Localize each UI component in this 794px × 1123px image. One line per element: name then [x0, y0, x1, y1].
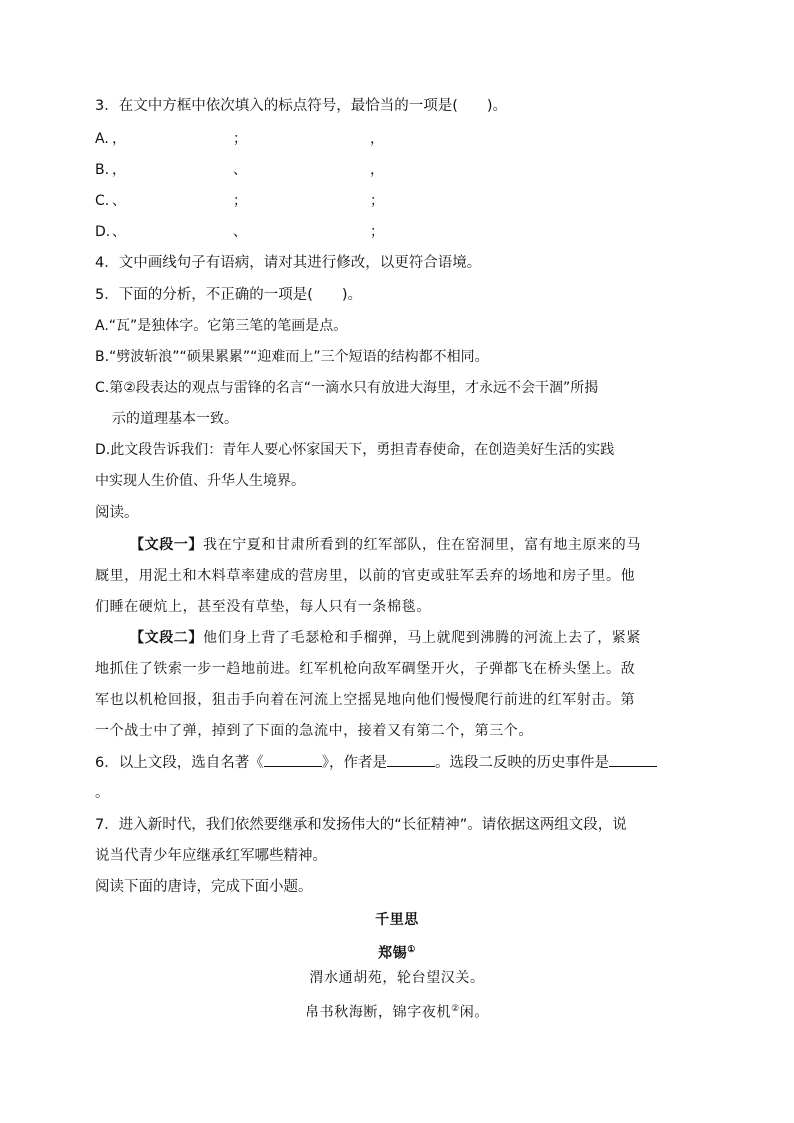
option-punct-2: ； [233, 193, 247, 209]
q6-line [95, 752, 657, 773]
option-punct-2: 、 [233, 162, 247, 178]
passage2-line1 [130, 628, 641, 648]
passage2-tag: 【文段二】 [130, 630, 203, 646]
option-label: C. [95, 193, 110, 209]
option-label: D. [95, 224, 111, 240]
book-title-blank[interactable] [264, 752, 322, 767]
passage1-line1 [130, 535, 641, 555]
q5-option-a[interactable]: A.“瓦”是独体字。它第三笔的笔画是点。 [95, 318, 348, 334]
line-footnote-mark: ② [451, 1004, 460, 1014]
passage2-text: 他们身上背了毛瑟枪和手榴弹，马上就爬到沸腾的河流上去了，紧紧 [203, 630, 641, 646]
author-blank[interactable] [387, 752, 435, 767]
q5-stem: 5．下面的分析，不正确的一项是( )。 [95, 287, 363, 303]
passage1-tag: 【文段一】 [130, 537, 203, 553]
option-punct-3: ； [370, 193, 384, 209]
poem-line-2 [0, 999, 794, 1023]
option-punct-1: ， [112, 131, 126, 147]
poem-line-2a: 帛书秋海断，锦字夜机 [305, 1004, 452, 1021]
q6-text-2: 》，作者是 [321, 755, 387, 771]
q5-option-c-line1[interactable]: C.第②段表达的观点与雷锋的名言“一滴水只有放进大海里，才永远不会干涸”所揭 [95, 380, 599, 396]
author-footnote-mark: ① [407, 945, 416, 955]
reading-intro: 阅读。 [95, 505, 139, 521]
option-punct-1: 、 [112, 193, 126, 209]
poem-author-line [0, 940, 794, 964]
q7-line1: 7．进入新时代，我们依然要继承和发扬伟大的“长征精神”。请依据这两组文段，说 [95, 817, 627, 833]
historical-event-blank[interactable] [609, 752, 657, 767]
poem-intro: 阅读下面的唐诗，完成下面小题。 [95, 879, 313, 895]
option-label: A. [95, 131, 109, 147]
q5-option-b[interactable]: B.“劈波斩浪”“硕果累累”“迎难而上”三个短语的结构都不相同。 [95, 349, 489, 365]
option-punct-2: 、 [233, 224, 247, 240]
passage1-line3: 们睡在硬炕上，甚至没有草垫，每人只有一条棉毯。 [95, 599, 431, 615]
q6-end: 。 [95, 785, 110, 801]
passage2-line3: 军也以机枪回报，狙击手向着在河流上空摇晃地向他们慢慢爬行前进的红军射击。第 [95, 692, 636, 708]
option-punct-1: ， [112, 162, 126, 178]
passage2-line4: 一个战士中了弹，掉到了下面的急流中，接着又有第二个，第三个。 [95, 723, 533, 739]
poem-line-1: 渭水通胡苑，轮台望汉关。 [309, 970, 485, 986]
option-punct-3: ， [370, 162, 384, 178]
passage1-line2: 厩里，用泥土和木料草率建成的营房里，以前的官吏或驻军丢弃的场地和房子里。他 [95, 568, 636, 584]
q5-option-d-line1[interactable]: D.此文段告诉我们：青年人要心怀家国天下，勇担青春使命，在创造美好生活的实践 [95, 442, 615, 458]
option-punct-3: ； [370, 224, 384, 240]
passage1-text: 我在宁夏和甘肃所看到的红军部队，住在窑洞里，富有地主原来的马 [203, 537, 641, 553]
option-label: B. [95, 162, 110, 178]
option-punct-1: 、 [112, 224, 126, 240]
option-punct-3: ， [370, 131, 384, 147]
poem-title: 千里思 [375, 912, 419, 928]
q4-stem: 4．文中画线句子有语病，请对其进行修改，以更符合语境。 [95, 255, 482, 271]
poem-author: 郑锡 [378, 945, 408, 962]
option-punct-2: ； [233, 131, 247, 147]
q5-option-c-line2: 示的道理基本一致。 [112, 411, 238, 427]
q3-stem: 3．在文中方框中依次填入的标点符号，最恰当的一项是( )。 [95, 98, 508, 114]
poem-line-2b: 闲。 [459, 1004, 489, 1021]
passage2-line2: 地抓住了铁索一步一趋地前进。红军机枪向敌军碉堡开火，子弹都飞在桥头堡上。敌 [95, 661, 636, 677]
q5-option-d-line2: 中实现人生价值、升华人生境界。 [95, 473, 305, 489]
q6-text-3: 。选段二反映的历史事件是 [434, 755, 609, 771]
q7-line2: 说当代青少年应继承红军哪些精神。 [95, 848, 327, 864]
q6-text-1: 6．以上文段，选自名著《 [95, 755, 264, 771]
